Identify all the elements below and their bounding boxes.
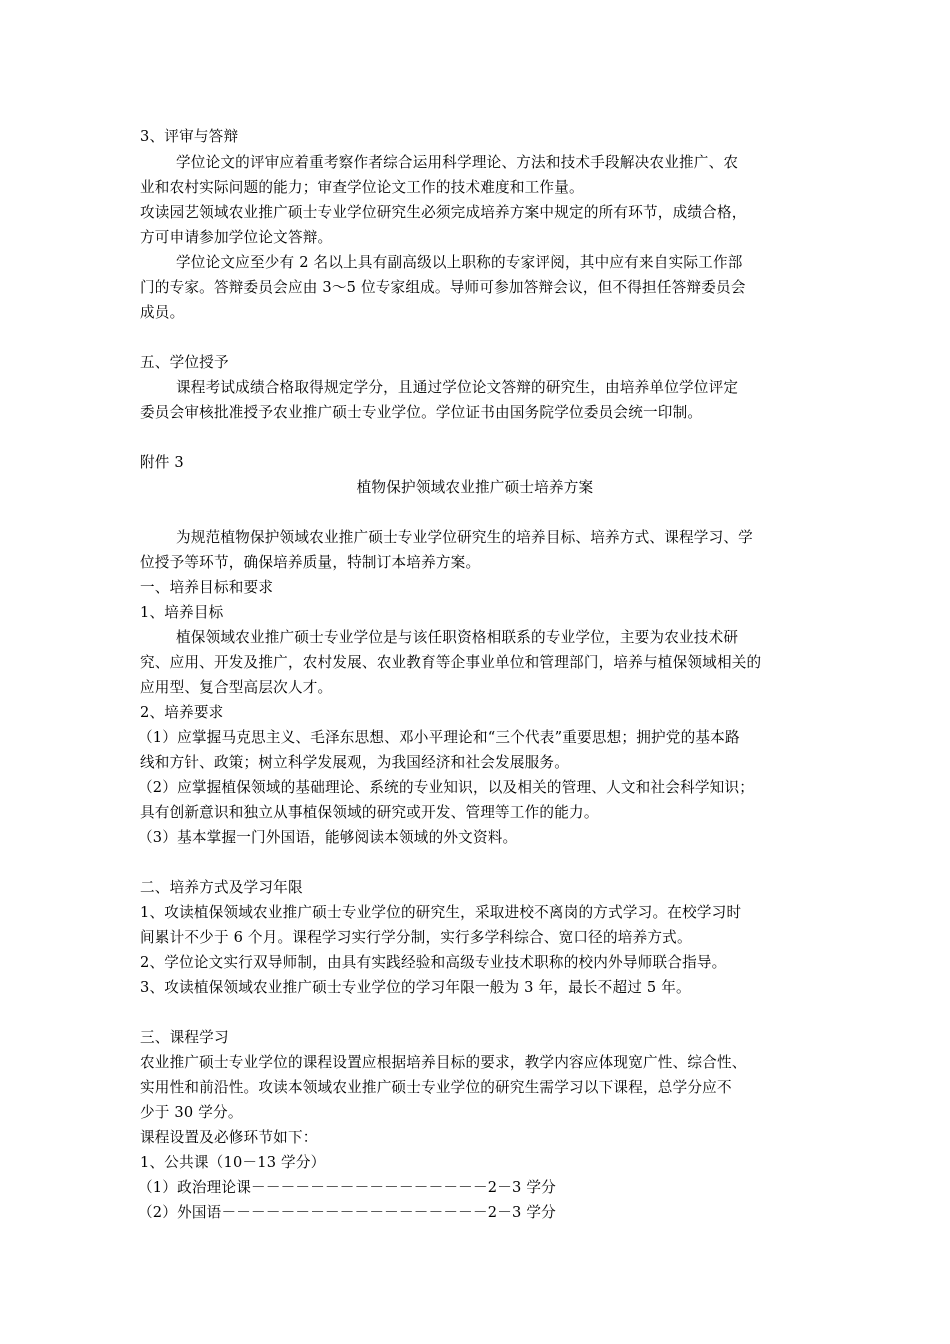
course-item: （1）政治理论课－－－－－－－－－－－－－－－－2－3 学分 xyxy=(138,1179,556,1196)
paragraph-line: 1、攻读植保领域农业推广硕士专业学位的研究生，采取进校不离岗的方式学习。在校学习时 xyxy=(140,904,742,921)
paragraph-line: 农业推广硕士专业学位的课程设置应根据培养目标的要求，教学内容应体现宽广性、综合性、 xyxy=(140,1054,747,1071)
paragraph-line: 位授予等环节，确保培养质量，特制订本培养方案。 xyxy=(140,554,481,571)
section-heading: 二、培养方式及学习年限 xyxy=(140,879,303,896)
paragraph-line: 课程考试成绩合格取得规定学分，且通过学位论文答辩的研究生，由培养单位学位评定 xyxy=(176,379,739,396)
paragraph-line: 间累计不少于 6 个月。课程学习实行学分制，实行多学科综合、宽口径的培养方式。 xyxy=(140,929,692,946)
attachment-label: 附件 3 xyxy=(140,454,184,471)
paragraph-line: 课程设置及必修环节如下： xyxy=(140,1129,318,1146)
paragraph-line: 成员。 xyxy=(140,304,185,321)
section-heading: 五、学位授予 xyxy=(140,354,229,371)
section-heading: 三、课程学习 xyxy=(140,1029,229,1046)
paragraph-line: 方可申请参加学位论文答辩。 xyxy=(140,229,333,246)
paragraph-line: 具有创新意识和独立从事植保领域的研究或开发、管理等工作的能力。 xyxy=(140,804,599,821)
paragraph-line: 植保领域农业推广硕士专业学位是与该任职资格相联系的专业学位，主要为农业技术研 xyxy=(176,629,739,646)
list-item: （3）基本掌握一门外国语，能够阅读本领域的外文资料。 xyxy=(138,829,518,846)
list-item: （1）应掌握马克思主义、毛泽东思想、邓小平理论和“三个代表”重要思想；拥护党的基本路 xyxy=(138,729,740,746)
paragraph-line: 学位论文应至少有 2 名以上具有副高级以上职称的专家评阅，其中应有来自实际工作部 xyxy=(176,254,743,271)
subsection-heading: 1、培养目标 xyxy=(140,604,224,621)
list-item: （2）应掌握植保领域的基础理论、系统的专业知识，以及相关的管理、人文和社会科学知识； xyxy=(138,779,755,796)
paragraph-line: 实用性和前沿性。攻读本领域农业推广硕士专业学位的研究生需学习以下课程，总学分应不 xyxy=(140,1079,732,1096)
section-heading: 一、培养目标和要求 xyxy=(140,579,274,596)
paragraph-line: 学位论文的评审应着重考察作者综合运用科学理论、方法和技术手段解决农业推广、农 xyxy=(176,154,739,171)
paragraph-line: 业和农村实际问题的能力；审查学位论文工作的技术难度和工作量。 xyxy=(140,179,584,196)
subsection-heading: 2、培养要求 xyxy=(140,704,224,721)
paragraph-line: 攻读园艺领域农业推广硕士专业学位研究生必须完成培养方案中规定的所有环节，成绩合格， xyxy=(140,204,747,221)
paragraph-line: 少于 30 学分。 xyxy=(140,1104,243,1121)
paragraph-line: 委员会审核批准授予农业推广硕士专业学位。学位证书由国务院学位委员会统一印制。 xyxy=(140,404,703,421)
course-item: （2）外国语－－－－－－－－－－－－－－－－－－2－3 学分 xyxy=(138,1204,556,1221)
subsection-heading: 3、评审与答辩 xyxy=(140,128,239,145)
subsection-heading: 1、公共课（10－13 学分） xyxy=(140,1154,326,1171)
paragraph-line: 线和方针、政策；树立科学发展观，为我国经济和社会发展服务。 xyxy=(140,754,570,771)
document-title: 植物保护领域农业推广硕士培养方案 xyxy=(356,479,594,496)
paragraph-line: 为规范植物保护领域农业推广硕士专业学位研究生的培养目标、培养方式、课程学习、学 xyxy=(176,529,753,546)
paragraph-line: 3、攻读植保领域农业推广硕士专业学位的学习年限一般为 3 年，最长不超过 5 年。 xyxy=(140,979,691,996)
paragraph-line: 2、学位论文实行双导师制，由具有实践经验和高级专业技术职称的校内外导师联合指导。 xyxy=(140,954,727,971)
paragraph-line: 门的专家。答辩委员会应由 3～5 位专家组成。导师可参加答辩会议，但不得担任答辩委员会 xyxy=(140,279,746,296)
paragraph-line: 应用型、复合型高层次人才。 xyxy=(140,679,333,696)
paragraph-line: 究、应用、开发及推广，农村发展、农业教育等企事业单位和管理部门，培养与植保领域相关的 xyxy=(140,654,762,671)
